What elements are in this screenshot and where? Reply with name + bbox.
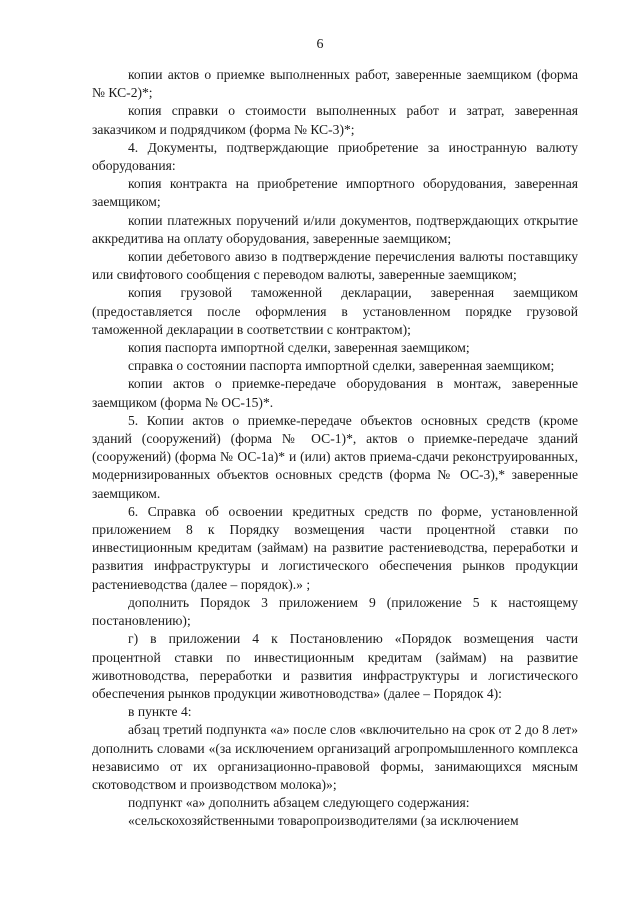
paragraph: дополнить Порядок 3 приложением 9 (приложение 5 к настоящему постановлению); xyxy=(92,594,578,629)
paragraph: г) в приложении 4 к Постановлению «Порядок возмещения части процентной ставки по инвестиционным кредитам (займам) на развитие животноводства, переработки и развития инфраструктуры и логистического обеспечения рынков продукции животноводства» (далее – Порядок 4): xyxy=(92,631,578,701)
document-body xyxy=(92,66,578,831)
paragraph: копия контракта на приобретение импортного оборудования, заверенная заемщиком; xyxy=(92,176,578,210)
page-number: 6 xyxy=(316,37,324,52)
paragraph: подпункт «а» дополнить абзацем следующего содержания: xyxy=(128,795,470,811)
paragraph: 4. Документы, подтверждающие приобретение за иностранную валюту оборудования: xyxy=(92,139,578,174)
paragraph: копия грузовой таможенной декларации, заверенная заемщиком (предоставляется после оформления в установленном порядке грузовой таможенной декларации в соответствии с контрактом); xyxy=(92,285,578,337)
paragraph: абзац третий подпункта «а» после слов «включительно на срок от 2 до 8 лет» дополнить словами «(за исключением организаций агропромышленного комплекса независимо от их организационно-правовой формы, занимающихся мясным скотоводством и производством молока)»; xyxy=(92,722,578,792)
paragraph: копии актов о приемке выполненных работ, заверенные заемщиком (форма № КС-2)*; xyxy=(92,67,578,101)
paragraph: копия справки о стоимости выполненных работ и затрат, заверенная заказчиком и подрядчиком (форма № КС-3)*; xyxy=(92,103,578,137)
paragraph: копия паспорта импортной сделки, заверенная заемщиком; xyxy=(128,340,470,356)
paragraph: копии платежных поручений и/или документов, подтверждающих открытие аккредитива на оплату оборудования, заверенные заемщиком; xyxy=(92,212,578,246)
paragraph: «сельскохозяйственными товаропроизводителями (за исключением xyxy=(128,813,519,829)
paragraph: в пункте 4: xyxy=(128,704,192,720)
paragraph: копии актов о приемке-передаче оборудования в монтаж, заверенные заемщиком (форма № ОС-15)*. xyxy=(92,376,578,410)
paragraph: 6. Справка об освоении кредитных средств по форме, установленной приложением 8 к Порядку возмещения части процентной ставки по инвестиционным кредитам (займам) на развитие растениеводства, переработки и развития инфраструктуры и логистического обеспечения рынков продукции растениеводства (далее – порядок).» ; xyxy=(92,503,578,592)
paragraph: справка о состоянии паспорта импортной сделки, заверенная заемщиком; xyxy=(128,358,555,374)
paragraph: 5. Копии актов о приемке-передаче объектов основных средств (кроме зданий (сооружений) (форма № ОС-1)*, актов о приемке-передаче зданий (сооружений) (форма № ОС-1а)* и (или) актов приема-сдачи реконструированных, модернизированных объектов основных средств (форма № ОС-3),* заверенные заемщиком. xyxy=(92,412,578,501)
paragraph: копии дебетового авизо в подтверждение перечисления валюты поставщику или свифтового сообщения с переводом валюты, заверенные заемщиком; xyxy=(92,249,578,283)
